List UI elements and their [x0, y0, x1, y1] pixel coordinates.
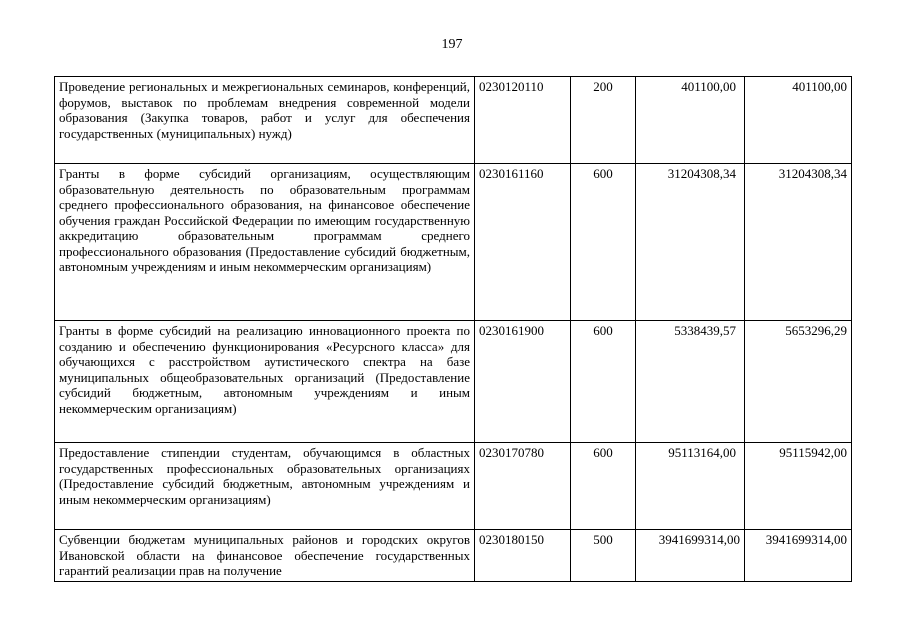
- row-amount-1: 31204308,34: [636, 164, 745, 321]
- row-expense-type: 600: [571, 443, 636, 530]
- row-amount-2: 31204308,34: [745, 164, 852, 321]
- table-row: [55, 164, 852, 321]
- table-row: [55, 443, 852, 530]
- row-description: Субвенции бюджетам муниципальных районов и городских округов Ивановской области на финансовое обеспечение государственных гарантий реализации прав на получение: [55, 530, 475, 582]
- row-code: 0230180150: [475, 530, 571, 582]
- row-expense-type: 600: [571, 164, 636, 321]
- row-amount-2: 5653296,29: [745, 321, 852, 443]
- row-amount-2: 95115942,00: [745, 443, 852, 530]
- row-amount-1: 401100,00: [636, 77, 745, 164]
- page-number: 197: [441, 37, 463, 52]
- budget-table: [54, 76, 852, 582]
- row-code: 0230161900: [475, 321, 571, 443]
- row-amount-2: 401100,00: [745, 77, 852, 164]
- row-expense-type: 200: [571, 77, 636, 164]
- table-row: [55, 321, 852, 443]
- row-description: Гранты в форме субсидий организациям, осуществляющим образовательную деятельность по образовательным программам среднего профессионального образования, на финансовое обеспечение обучения граждан Российской Федерации по имеющим государственную аккредитацию образовательным программам среднего профессионального образования (Предоставление субсидий бюджетным, автономным учреждениям и иным некоммерческим организациям): [55, 164, 475, 321]
- row-code: 0230120110: [475, 77, 571, 164]
- row-code: 0230170780: [475, 443, 571, 530]
- table-row: [55, 77, 852, 164]
- row-code: 0230161160: [475, 164, 571, 321]
- row-description: Гранты в форме субсидий на реализацию инновационного проекта по созданию и обеспечению функционирования «Ресурсного класса» для обучающихся с расстройством аутистического спектра на базе муниципальных общеобразовательных организаций (Предоставление субсидий бюджетным, автономным учреждениям и иным некоммерческим организациям): [55, 321, 475, 443]
- row-expense-type: 600: [571, 321, 636, 443]
- row-description: Проведение региональных и межрегиональных семинаров, конференций, форумов, выставок по проблемам внедрения современной модели образования (Закупка товаров, работ и услуг для обеспечения государственных (муниципальных) нужд): [55, 77, 475, 164]
- row-expense-type: 500: [571, 530, 636, 582]
- table-row: [55, 530, 852, 582]
- row-amount-1: 5338439,57: [636, 321, 745, 443]
- row-amount-1: 3941699314,00: [636, 530, 745, 582]
- row-amount-1: 95113164,00: [636, 443, 745, 530]
- row-amount-2: 3941699314,00: [745, 530, 852, 582]
- row-description: Предоставление стипендии студентам, обучающимся в областных государственных профессиональных образовательных организациях (Предоставление субсидий бюджетным, автономным учреждениям и иным некоммерческим организациям): [55, 443, 475, 530]
